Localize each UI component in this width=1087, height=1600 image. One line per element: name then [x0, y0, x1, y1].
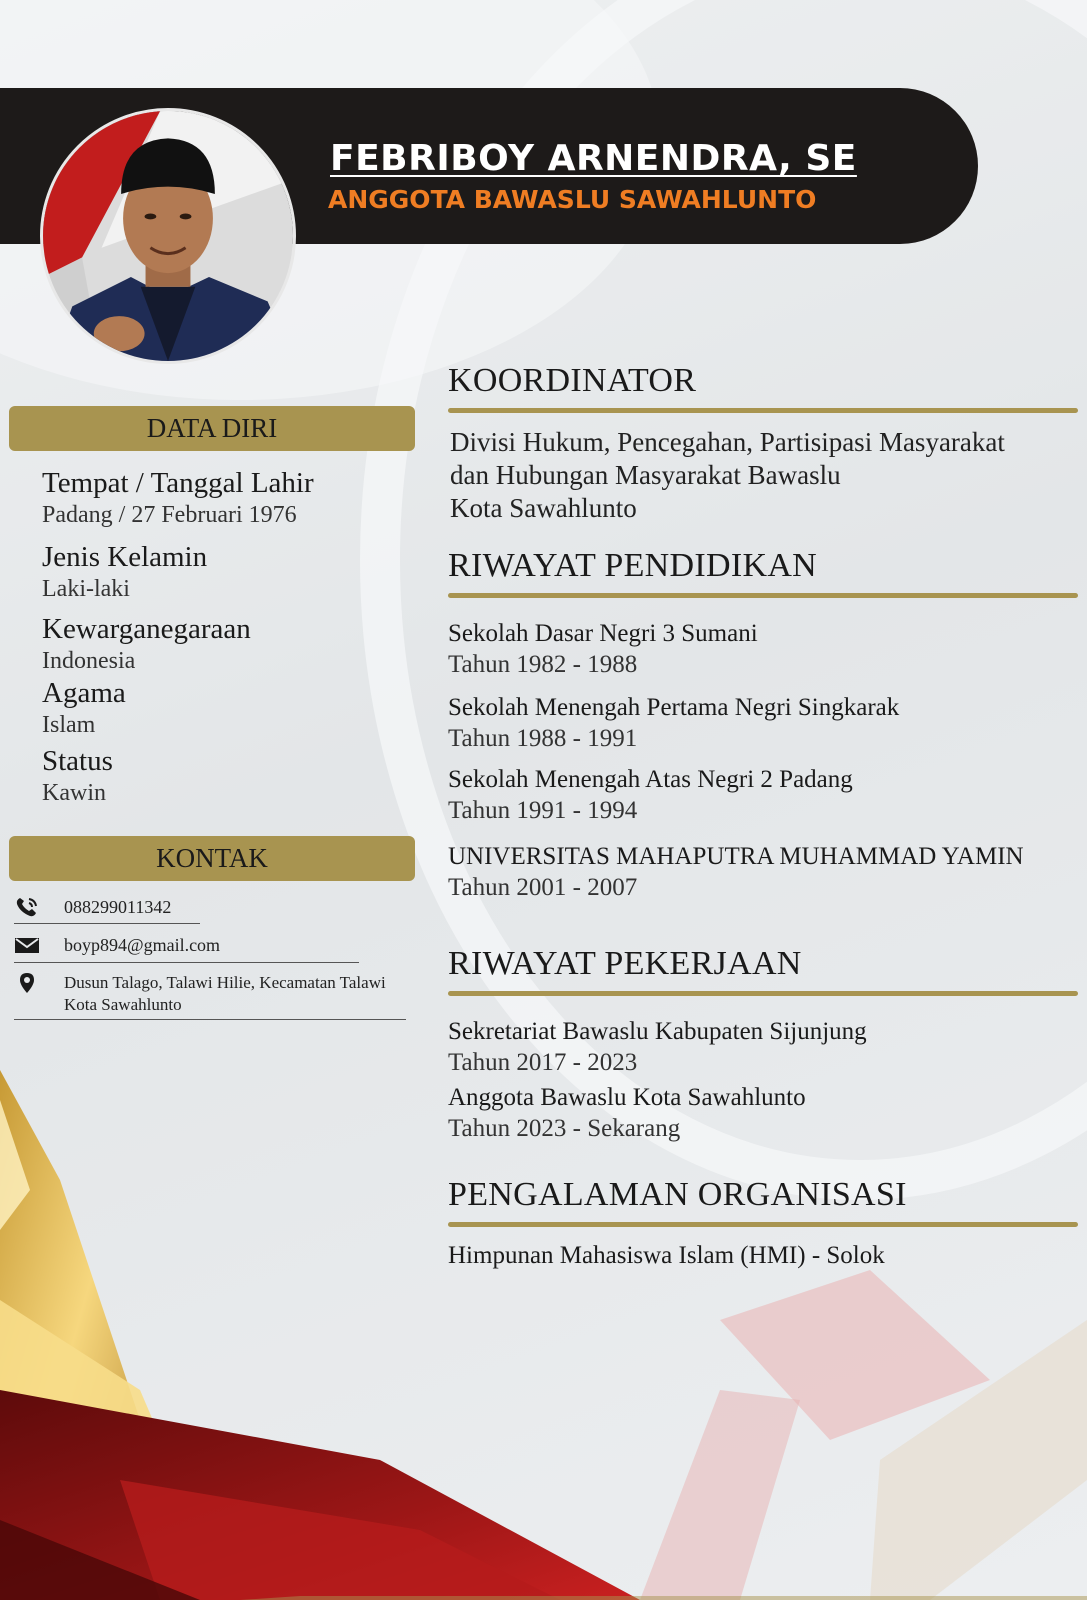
education-item	[448, 692, 899, 754]
field-value-citizenship: Indonesia	[42, 648, 136, 674]
pekerjaan-heading: RIWAYAT PEKERJAAN	[448, 945, 802, 982]
education-school: Sekolah Menengah Atas Negri 2 Padang	[448, 766, 853, 793]
phone-icon	[14, 896, 40, 918]
koordinator-line: Divisi Hukum, Pencegahan, Partisipasi Masyarakat	[450, 427, 1005, 457]
section-rule	[448, 1222, 1078, 1227]
field-value-religion: Islam	[42, 712, 96, 738]
work-position: Sekretariat Bawaslu Kabupaten Sijunjung	[448, 1018, 867, 1045]
divider	[14, 923, 200, 924]
data-diri-section	[42, 466, 314, 808]
education-years: Tahun 1988 - 1991	[448, 725, 638, 752]
field-label-gender: Jenis Kelamin	[42, 541, 208, 573]
field-value-status: Kawin	[42, 780, 106, 806]
education-school: Sekolah Dasar Negri 3 Sumani	[448, 620, 758, 647]
field-label-citizenship: Kewarganegaraan	[42, 613, 251, 645]
field-label-birth: Tempat / Tanggal Lahir	[42, 467, 314, 499]
location-pin-icon	[14, 972, 40, 994]
koordinator-line: dan Hubungan Masyarakat Bawaslu	[450, 460, 841, 490]
address-line-1: Dusun Talago, Talawi Hilie, Kecamatan Talawi	[64, 973, 386, 992]
contact-phone	[14, 896, 171, 918]
koordinator-heading: KOORDINATOR	[448, 362, 697, 399]
education-item	[448, 618, 758, 680]
field-label-religion: Agama	[42, 677, 126, 709]
work-years: Tahun 2017 - 2023	[448, 1049, 638, 1076]
education-years: Tahun 1991 - 1994	[448, 797, 638, 824]
work-position: Anggota Bawaslu Kota Sawahlunto	[448, 1084, 806, 1111]
work-item	[448, 1016, 867, 1078]
education-years: Tahun 2001 - 2007	[448, 874, 638, 901]
field-value-gender: Laki-laki	[42, 576, 130, 602]
organization-item	[448, 1240, 885, 1271]
education-school: Sekolah Menengah Pertama Negri Singkarak	[448, 694, 900, 721]
person-name: FEBRIBOY ARNENDRA, SE	[330, 138, 857, 179]
data-diri-heading: DATA DIRI	[9, 406, 415, 451]
pendidikan-heading: RIWAYAT PENDIDIKAN	[448, 547, 818, 584]
divider	[14, 1019, 406, 1020]
work-years: Tahun 2023 - Sekarang	[448, 1115, 681, 1142]
organisasi-heading: PENGALAMAN ORGANISASI	[448, 1176, 907, 1213]
section-rule	[448, 408, 1078, 413]
phone-number[interactable]: 088299011342	[64, 897, 172, 917]
field-value-birth: Padang / 27 Februari 1976	[42, 502, 297, 528]
section-rule	[448, 991, 1078, 996]
education-item	[448, 841, 1024, 903]
address-line-2: Kota Sawahlunto	[64, 995, 182, 1014]
profile-photo	[40, 108, 296, 364]
koordinator-text	[450, 426, 1005, 525]
person-role: ANGGOTA BAWASLU SAWAHLUNTO	[328, 185, 817, 214]
divider	[14, 962, 359, 963]
education-years: Tahun 1982 - 1988	[448, 651, 638, 678]
kontak-heading: KONTAK	[9, 836, 415, 881]
section-rule	[448, 593, 1078, 598]
contact-address	[14, 972, 386, 1016]
education-item	[448, 764, 853, 826]
education-school: UNIVERSITAS MAHAPUTRA MUHAMMAD YAMIN	[448, 843, 1024, 870]
work-item	[448, 1082, 806, 1144]
contact-email	[14, 934, 220, 956]
koordinator-line: Kota Sawahlunto	[450, 493, 637, 523]
email-address[interactable]: boyp894@gmail.com	[64, 935, 221, 955]
organization-name: Himpunan Mahasiswa Islam (HMI) - Solok	[448, 1242, 885, 1269]
mail-icon	[14, 934, 40, 956]
field-label-status: Status	[42, 745, 113, 777]
